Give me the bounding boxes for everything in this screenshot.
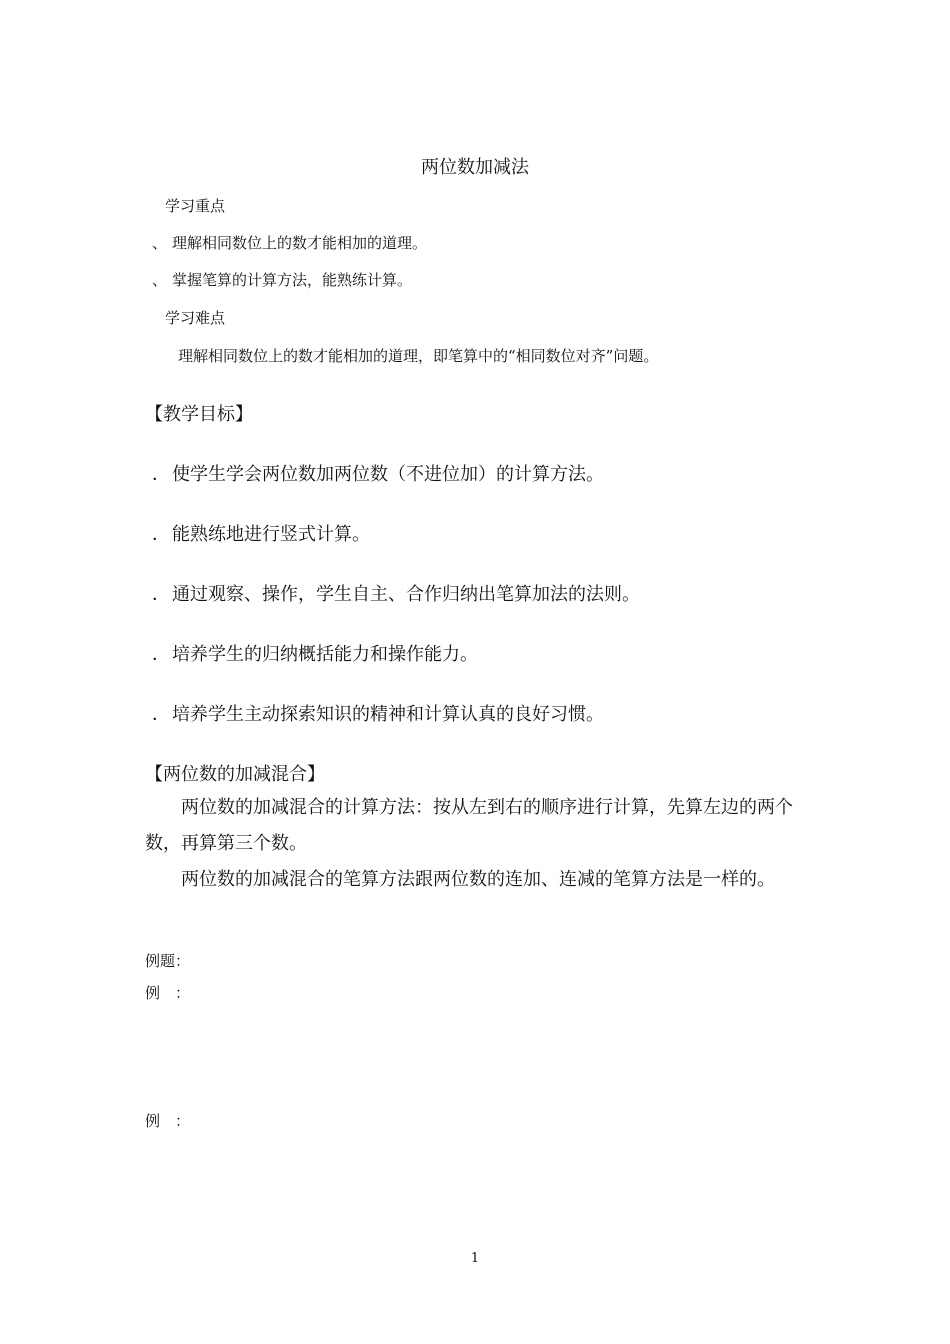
- list-item: [152, 232, 427, 253]
- list-item-marker: ．: [152, 644, 170, 665]
- list-item: [152, 700, 604, 726]
- list-item-marker: ．: [152, 704, 170, 725]
- list-item: [152, 460, 604, 486]
- difficulties-heading-text: 学习难点: [165, 309, 226, 327]
- list-item: [152, 580, 640, 606]
- list-item-text: 能熟练地进行竖式计算。: [172, 524, 370, 545]
- list-item-text: 理解相同数位上的数才能相加的道理。: [172, 234, 428, 252]
- mixed-paragraph-2: 两位数的加减混合的笔算方法跟两位数的连加、连减的笔算方法是一样的。: [181, 869, 775, 890]
- list-item-text: 使学生学会两位数加两位数（不进位加）的计算方法。: [172, 464, 604, 485]
- list-item-text: 掌握笔算的计算方法，能熟练计算。: [172, 271, 413, 289]
- mixed-paragraph-1: 两位数的加减混合的计算方法：按从左到右的顺序进行计算，先算左边的两个数，再算第三个数。: [145, 797, 793, 854]
- list-item-text: 通过观察、操作，学生自主、合作归纳出笔算加法的法则。: [172, 584, 640, 605]
- key-points-heading: [145, 195, 225, 216]
- objectives-heading: 【教学目标】: [145, 404, 253, 425]
- list-item-marker: ．: [152, 464, 170, 485]
- list-item-marker: ．: [152, 524, 170, 545]
- list-item: [152, 640, 478, 666]
- page-number: 1: [470, 1251, 480, 1266]
- list-item-text: 培养学生的归纳概括能力和操作能力。: [172, 644, 478, 665]
- list-item-marker: 、: [152, 234, 168, 252]
- list-item-text: 培养学生主动探索知识的精神和计算认真的良好习惯。: [172, 704, 604, 725]
- list-item-marker: ．: [152, 584, 170, 605]
- examples-heading: 例题：: [145, 952, 191, 970]
- example-label: 例 ：: [145, 1112, 191, 1130]
- list-item: [152, 269, 412, 290]
- difficulties-text: 理解相同数位上的数才能相加的道理，即笔算中的“相同数位对齐”问题。: [178, 347, 659, 365]
- key-points-heading-text: 学习重点: [165, 197, 226, 215]
- difficulties-heading: [145, 307, 225, 328]
- list-item-marker: 、: [152, 271, 168, 289]
- example-label: 例 ：: [145, 984, 191, 1002]
- page-title: 两位数加减法: [421, 157, 529, 178]
- list-item: [152, 520, 370, 546]
- mixed-heading: 【两位数的加减混合】: [145, 764, 325, 785]
